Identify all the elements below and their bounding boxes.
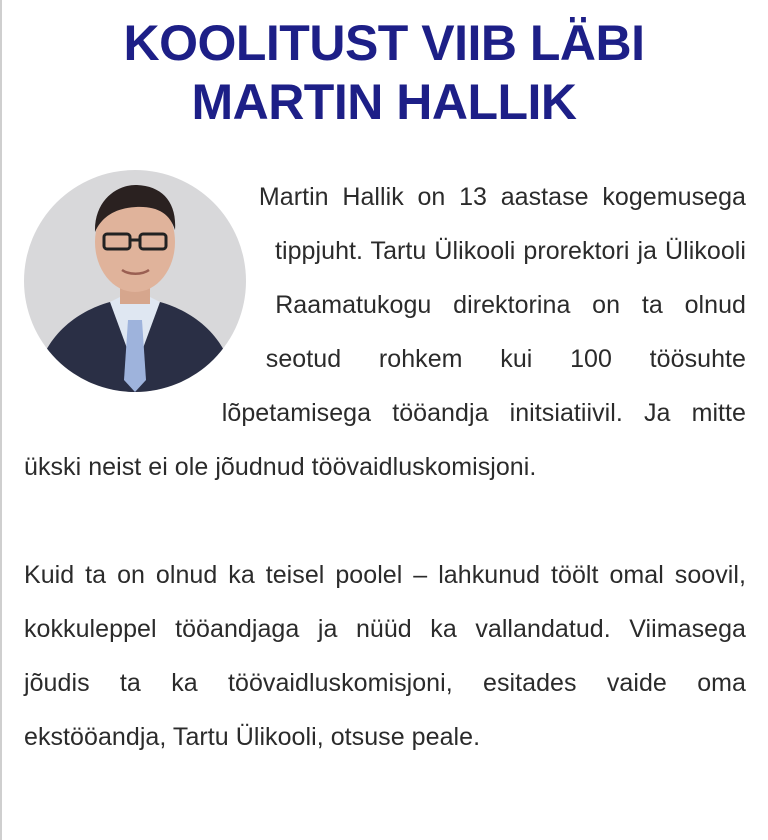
paragraph-1: Martin Hallik on 13 aastase kogemusega tippjuht. Tartu Ülikooli prorektori ja Ülikooli Raamatukogu direktorina on ta olnud seotud rohkem kui 100 töösuhte lõpetamisega tööandja initsiatiivil. Ja mitte ükski neist ei ole jõudnud töövaidluskomisjoni. <box>24 183 746 481</box>
heading-line-1: KOOLITUST VIIB LÄBI <box>123 15 645 71</box>
left-border <box>0 0 2 840</box>
portrait-tie <box>124 320 146 392</box>
article-body <box>24 170 746 764</box>
paragraph-2: Kuid ta on olnud ka teisel poolel – lahkunud töölt omal soovil, kokkuleppel tööandjaga ja nüüd ka vallandatud. Viimasega jõudis ta ka töövaidluskomisjoni, esitades vaide oma ekstööandja, Tartu Ülikooli, otsuse peale. <box>24 561 746 751</box>
heading-line-2: MARTIN HALLIK <box>191 74 577 130</box>
portrait-photo <box>24 170 246 392</box>
person-portrait-icon <box>24 170 246 392</box>
page-heading <box>20 14 748 132</box>
